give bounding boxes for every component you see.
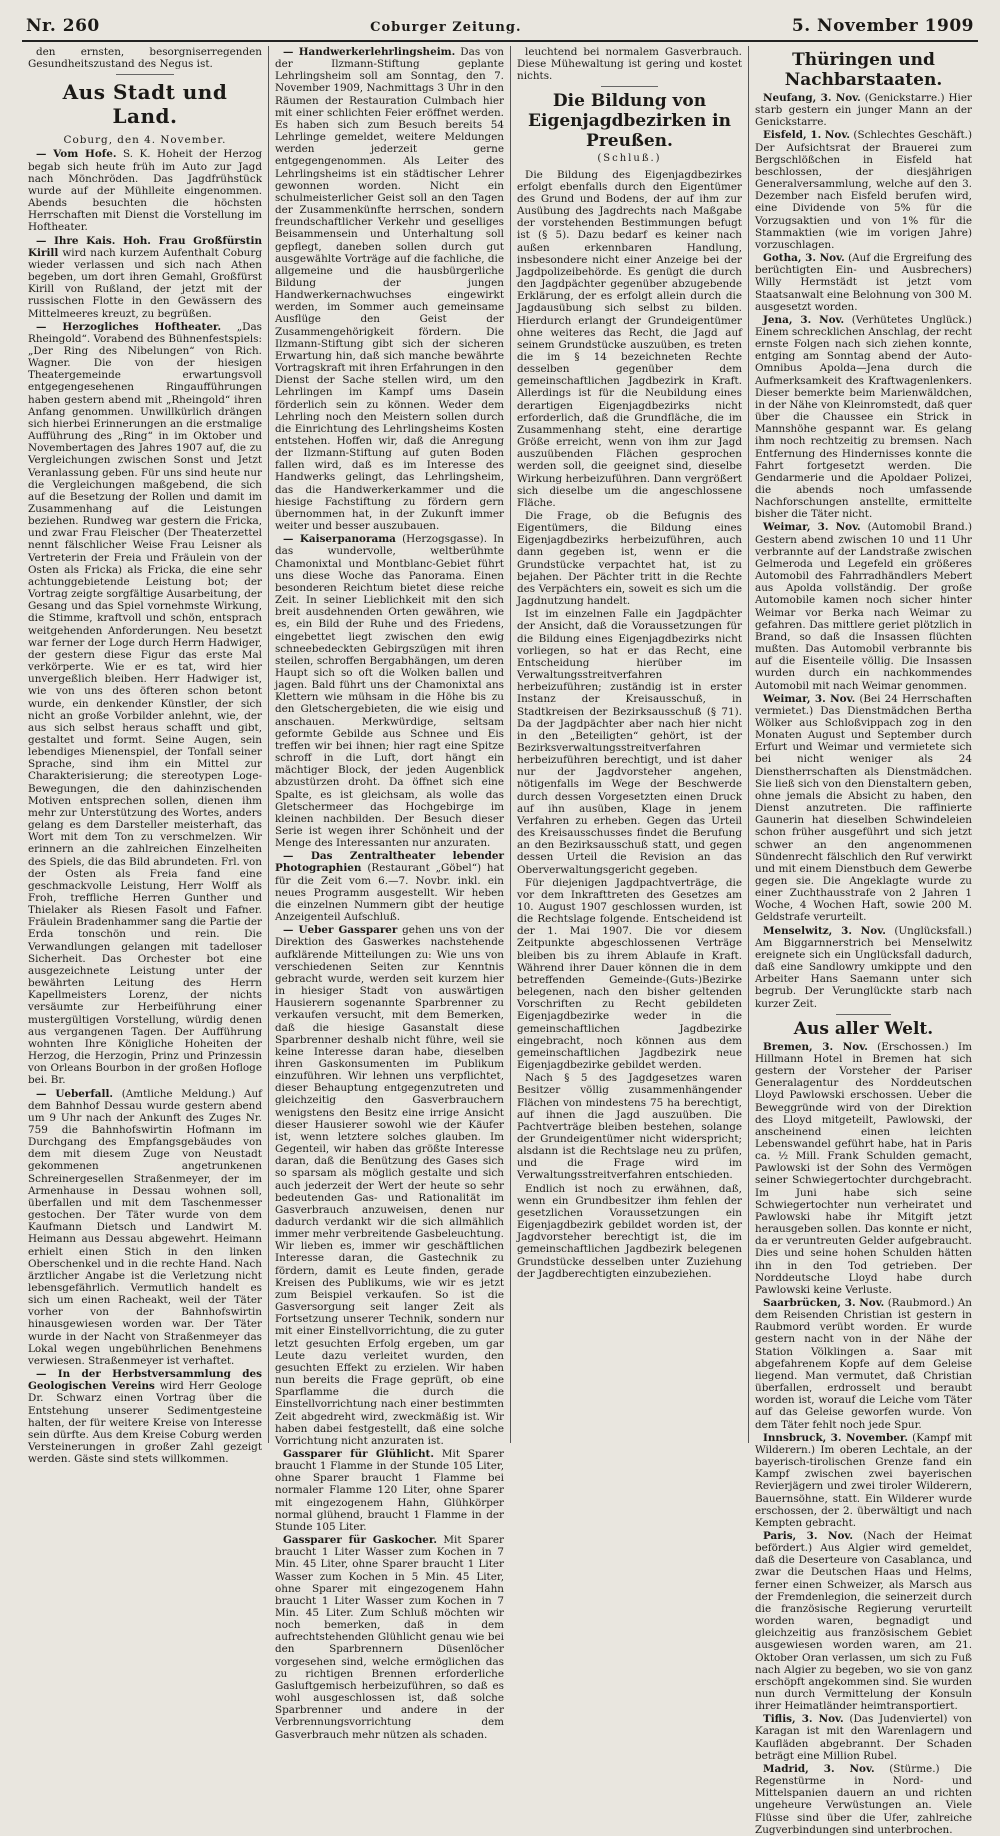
column-2-articles xyxy=(275,46,504,1741)
paragraph: Ist im einzelnen Falle ein Jagdpächter der Ansicht, daß die Voraussetzungen für die Bildung eines Eigenjagdbezirks nicht vorliegen, so hat er das Recht, eine Entscheidung hierüber im Verwaltungsstreitverfahren herbeizuführen; zuständig ist in erster Instanz der Kreisausschuß, in Stadtkreisen der Bezirksausschuß (§ 71). Da der Jagdpächter aber nach hier nicht in den „Beteiligten“ gehört, ist der Bezirksverwaltungsstreitverfahren herbeizuführen berechtigt, und ist daher nur der Jagdvorsteher angehen, nötigenfalls im Wege der Beschwerde durch dessen Vorgesetzten einen Druck auf ihn ausüben, Klage in jenem Verfahren zu erheben. Gegen das Urteil des Kreisausschusses findet die Berufung an den Bezirksausschuß statt, und gegen dessen Urteil die Revision an das Oberverwaltungsgericht gegeben. xyxy=(517,608,742,876)
column-3-intro: leuchtend bei normalem Gasverbrauch. Diese Mühewaltung ist gering und kostet nichts. xyxy=(517,46,742,83)
paragraph: Nach § 5 des Jagdgesetzes waren Besitzer völlig zusammenhängender Flächen von mindestens 75 ha berechtigt, auf ihnen die Jagd auszuüben. Die Pachtverträge bleiben bestehen, solange der Grundeigentümer nicht widerspricht; alsdann ist die Rechtslage neu zu prüfen, und die Frage wird im Verwaltungsstreitverfahren entschieden. xyxy=(517,1072,742,1182)
paragraph: Endlich ist noch zu erwähnen, daß, wenn ein Grundbesitzer ihm fehlen der gesetzlichen Voraussetzungen ein Eigenjagdbezirk gebildet worden ist, der Jagdvorsteher berechtigt ist, die im gemeinschaftlichen Jagdbezirk belegenen Grundstücke desselben unter Zuziehung der Jagdberechtigten einzubeziehen. xyxy=(517,1182,742,1280)
page-number: Nr. 260 xyxy=(26,16,100,36)
article-headline: Gassparer für Glühlicht. xyxy=(283,1447,434,1460)
article-body: (Auf die Ergreifung des berüchtigten Ein- und Ausbrechers) Willy Hermstädt ist jetzt vom Staatsanwalt eine Belohnung von 300 M. ausgesetzt worden. xyxy=(755,252,972,313)
article xyxy=(275,1448,504,1533)
paragraph: Für diejenigen Jagdpachtverträge, die vor dem Inkrafttreten des Gesetzes am 10. August 1907 geschlossen wurden, ist die Rechtslage folgende. Entscheidend ist der 1. Mai 1907. Die vor diesem Zeitpunkte abgeschlossenen Verträge bleiben bis zu ihrem Ablaufe in Kraft. Während ihrer Dauer können die in dem betreffenden Gemeinde-(Guts-)Bezirke belegenen, nach den bisher geltenden Vorschriften zu Recht gebildeten Eigenjagdbezirke weder in die gemeinschaftlichen Jagdbezirke eingebracht, noch können aus dem gemeinschaftlichen Jagdbezirk neue Eigenjagdbezirke gebildet werden. xyxy=(517,876,742,1072)
article xyxy=(755,1432,972,1529)
article-body: (Das Judenviertel) von Karagan ist mit den Warenlagern und Kaufläden abgebrannt. Der Schaden beträgt eine Million Rubel. xyxy=(755,1713,972,1762)
article-headline: Paris, 3. Nov. xyxy=(763,1529,854,1542)
article-body: (Raubmord.) An dem Reisenden Christian ist gestern in Raubmord verübt worden. Er wurde gestern nacht von in der Nähe der Station Völklingen a. Saar mit abgefahrenem Kopfe auf dem Geleise liegend. Man vermutet, daß Christian überfallen, erdrosselt und beraubt worden ist, worauf die Leiche vom Täter auf das Geleise geworfen wurde. Von dem Täter fehlt noch jede Spur. xyxy=(755,1297,972,1431)
article-body: Mit Sparer braucht 1 Flamme in der Stunde 105 Liter, ohne Sparer braucht 1 Flamme bei normaler Flamme 120 Liter, ohne Sparer mit eingezogenem Hahn, Glühkörper normal glühend, braucht 1 Flamme in der Stunde 105 Liter. xyxy=(275,1447,504,1533)
column-1 xyxy=(22,46,268,1466)
article-headline: — Herzogliches Hoftheater. xyxy=(36,320,222,333)
article-body: „Das Rheingold“. Vorabend des Bühnenfestspiels: „Der Ring des Nibelungen“ von Rich. Wagner. Die von der hiesigen Theatergemeinde erwartungsvoll entgegengesehenen Ringaufführungen haben gestern abend mit „Rheingold“ ihren Anfang genommen. Unwillkürlich drängen sich hierbei Erinnerungen an die erstmalige Aufführung des „Ring“ in im Oktober und Novembertagen des Jahres 1907 auf, die zu Vergleichungen zwischen Sonst und Jetzt Veranlassung geben. Für uns sind heute nur die Vergleichungen maßgebend, die sich auf die Besetzung der Rollen und damit im Zusammenhang auf die Leistungen beziehen. Rundweg war gestern die Fricka, und zwar Frau Fleischer (Der Theaterzettel nennt fälschlicher Weise Frau Leisner als Vertreterin der Freia und Fräulein von der Osten als Fricka) als Fricka, die eine sehr achtunggebietende Leistung bot; der Vortrag zeigte sorgfältige Ausarbeitung, der Gesang und das Spiel vornehmste Wirkung, die Stimme, kraftvoll und schön, entsprach weitgehenden Anforderungen. Neu besetzt war ferner der Loge durch Herrn Hadwiger, der gestern diese Figur das erste Mal verkörperte. Wie er es tat, wird hier unvergeßlich bleiben. Herr Hadwiger ist, wie von uns des öfteren schon betont wurde, ein denkender Künstler, der sich nicht an große Vorbilder anlehnt, wie, der aus sich selbst heraus schafft und gibt, gestaltet und formt. Seine Augen, sein lebendiges Mienenspiel, der Tonfall seiner Sprache, sind ihm ein Mittel zur Charakterisierung; die stereotypen Loge-Bewegungen, die den dahinzischenden Motiven entsprechen sollen, dienen ihm mehr zur Unterstützung des Wortes, anders gelang es dem Darsteller meisterhaft, das Wort mit dem Ton zu verschmelzen. Wir erinnern an die zahlreichen Einzelheiten des Spiels, die das Bild abrundeten. Frl. von der Osten als Freia fand eine geschmackvolle Leistung, Herr Wolff als Froh, treffliche Herren Gunther und Thielaker als Riesen Fasolt und Fafner. Fräulein Bradenhammer sang die Partie der Erda tonschön und rein. Die Verwandlungen gelangen mit tadelloser Sicherheit. Das Orchester bot eine ausgezeichnete Leistung unter der bewährten Leitung des Herrn Kapellmeisters Lorenz, der nichts versäumte zur Herbeiführung einer mustergültigen Vorstellung, würdig denen aus vergangenen Tagen. Der Aufführung wohnten Ihre Königliche Hoheiten der Herzog, die Herzogin, Prinz und Prinzessin von Orleans Bourbon in der großen Hofloge bei. Br. xyxy=(28,320,263,1087)
article-headline: Saarbrücken, 3. Nov. xyxy=(763,1297,885,1309)
article-body: (Nach der Heimat befördert.) Aus Algier wird gemeldet, daß die Deserteure von Casablanca, und zwar die Deutschen Haas und Helms, ferner einen Schweizer, als Marsch aus der Fremdenlegion, die seinerzeit durch die französische Regierung verurteilt worden waren, begnadigt und gleichzeitig aus französischem Gebiet ausgewiesen worden waren, am 21. Oktober Oran verlassen, um sich zu Fuß nach Algier zu begeben, wo sie von ganz erschöpft angekommen sind. Sie wurden nun durch Vermittelung der Konsuln ihrer Heimatländer heimtransportiert. xyxy=(755,1529,972,1713)
article xyxy=(755,129,972,251)
article-body: wird Herr Geologe Dr. Schwarz einen Vortrag über die Entstehung unserer Sedimentgesteine halten, der für weitere Kreise von Interesse sein dürfte. Aus dem Kreise Coburg werden Versteinerungen in großer Zahl gezeigt werden. Gäste sind stets willkommen. xyxy=(28,1380,262,1466)
article-headline: — Handwerkerlehrlingsheim. xyxy=(283,46,456,58)
article-body: (Schlechtes Geschäft.) Der Aufsichtsrat der Brauerei zum Bergschlößchen in Eisfeld hat beschlossen, der diesjährigen Generalversammlung, welche auf den 3. Dezember nach Eisfeld berufen wird, eine Dividende von 5% für die Vorzugsaktien und von 1% für die Stammaktien (wie im vorigen Jahre) vorzuschlagen. xyxy=(755,129,972,251)
dateline: Coburg, den 4. November. xyxy=(63,134,227,147)
paragraph: Die Frage, ob die Befugnis des Eigentümers, die Bildung eines Eigenjagdbezirks herbeizuführen, auch dann gegeben ist, wenn er die Grundstücke verpachtet hat, ist zu bejahen. Der Pächter tritt in die Rechte des Verpächters ein, soweit es sich um die Jagdnutzung handelt. xyxy=(517,510,742,608)
article xyxy=(755,314,972,521)
divider xyxy=(836,1014,890,1015)
article xyxy=(28,321,262,1087)
article xyxy=(755,1297,972,1431)
article-headline: Tiflis, 3. Nov. xyxy=(763,1713,844,1726)
article xyxy=(275,533,504,849)
article-headline: Gotha, 3. Nov. xyxy=(763,252,845,265)
article-headline: Gassparer für Gaskocher. xyxy=(283,1534,437,1547)
column-4 xyxy=(748,46,978,1836)
article xyxy=(275,46,504,532)
article xyxy=(275,1534,504,1741)
article-body: Mit Sparer braucht 1 Liter Wasser zum Kochen in 7 Min. 45 Liter, ohne Sparer braucht 1 Liter Wasser zum Kochen in 5 Min. 45 Liter, ohne Sparer mit eingezogenem Hahn braucht 1 Liter Wasser zum Kochen in 7 Min. 45 Liter. Zum Schluß möchten wir noch bemerken, daß in dem aufrechtstehenden Glühlicht genau wie bei den Sparbrennern Düsenlöcher vorgesehen sind, welche ermöglichen das zu richtigen Brennen erforderliche Gasluftgemisch herbeizuführen, so daß es wohl ausgeschlossen ist, daß solche Sparbrenner und andere in der Verbrennungsvorrichtung dem Gasverbrauch mehr nützen als schaden. xyxy=(275,1534,504,1741)
article xyxy=(275,850,504,923)
article xyxy=(28,148,262,233)
article-headline: Neufang, 3. Nov. xyxy=(763,92,861,104)
column-4-articles xyxy=(755,92,972,1010)
column-3 xyxy=(510,46,748,1443)
divider xyxy=(601,86,657,87)
column-4-articles-world xyxy=(755,1041,972,1836)
article-headline: — Ihre Kais. Hoh. Frau Großfürstin Kirill xyxy=(28,234,262,259)
article-body: (Erschossen.) Im Hillmann Hotel in Bremen hat sich gestern der Vorsteher der Pariser Generalagentur des Norddeutschen Lloyd Pawlowski erschossen. Ueber die Beweggründe wird von der Direktion des Lloyd mitgeteilt, Pawlowski, der anscheinend einen leichten Lebenswandel geführt habe, hat in Paris ca. ½ Mill. Frank Schulden gemacht, Pawlowski ist der Sohn des Vermögen seiner Schwiegertochter durchgebracht. Im Juni habe sich seine Schwiegertochter nun verheiratet und Pawlowski habe ihr Mitgift jetzt herausgeben sollen. Das konnte er nicht, da er veruntreuten Gelder aufgebraucht. Dies und seine hohen Schulden hätten ihn in den Tod getrieben. Der Norddeutsche Lloyd habe durch Pawlowski keine Verluste. xyxy=(755,1040,972,1296)
article xyxy=(755,1763,972,1836)
article-headline: Jena, 3. Nov. xyxy=(763,313,845,326)
article-body: (Automobil Brand.) Gestern abend zwischen 10 und 11 Uhr verbrannte auf der Landstraße zwischen Gelmeroda und Legefeld ein größeres Automobil des Fahrradhändlers Mebert aus Apolda vollständig. Der große Automobile kamen noch sicher hinter Weimar vor Berka nach Weimar zu gefahren. Das mittlere geriet plötzlich in Brand, so daß die Insassen flüchten mußten. Das Automobil verbrannte bis auf die Eisenteile völlig. Die Insassen wurden durch ein nachkommendes Automobil mit nach Weimar genommen. xyxy=(755,521,973,692)
article xyxy=(755,925,972,1010)
article-body: (Genickstarre.) Hier starb gestern ein junger Mann an der Genickstarre. xyxy=(755,92,972,129)
section-title-world-news: Aus aller Welt. xyxy=(793,1018,934,1039)
article-headline: — In der Herbstversammlung des Geologischen Vereins xyxy=(28,1368,262,1393)
issue-date: 5. November 1909 xyxy=(791,16,974,36)
article-body: (Verhütetes Unglück.) Einem schrecklichen Anschlag, der recht ernste Folgen nach sich ziehen konnte, entging am Sonntag abend der Auto-Omnibus Apolda—Jena durch die Aufmerksamkeit des Kraftwagenlenkers. Dieser bemerkte beim Marienwäldchen, in der Nähe von Kleinromstedt, daß quer über die Chaussee ein Strick in Mannshöhe gespannt war. Es gelang ihm noch rechtzeitig zu bremsen. Nach Entfernung des Hindernisses konnte die Fahrt fortgesetzt werden. Die Gendarmerie und die Apoldaer Polizei, die abends noch umfassende Nachforschungen anstellte, ermittelte bisher die Täter nicht. xyxy=(755,313,972,521)
section-title-local-news: Aus Stadt und Land. xyxy=(62,80,228,129)
article xyxy=(28,1368,262,1465)
section-title-thuringia: Thüringen und Nachbarstaaten. xyxy=(784,50,943,90)
section-subtitle: (Schluß.) xyxy=(597,153,662,165)
article-body: (Bei 24 Herrschaften vermietet.) Das Dienstmädchen Bertha Wölker aus Schloßvippach zog in den Monaten August und September durch Erfurt und Weimar und vermietete sich bei nicht weniger als 24 Dienstherrschaften als Dienstmädchen. Sie ließ sich von den Dienstaltern geben, ohne jemals die Absicht zu haben, den Dienst anzutreten. Die raffinierte Gaunerin hat dieselben Schwindeleien schon früher ausgeführt und sich jetzt schwer an den angenommenen Sündenrecht fälschlich den Ruf verwirkt und mit einem Dienstbuch dem Gewerbe gegen sie. Die Angeklagte wurde zu einer Zuchthausstrafe von 2 Jahren 1 Woche, 4 Wochen Haft, sowie 200 M. Geldstrafe verurteilt. xyxy=(755,692,972,924)
article-body: (Restaurant „Göbel“) hat für die Zeit vom 6.—7. Novbr. inkl. ein neues Programm ausgestellt. Wir heben die einzelnen Nummern gibt der heutige Anzeigenteil Aufschluß. xyxy=(275,862,504,924)
paper-title: Coburger Zeitung. xyxy=(370,20,522,35)
paragraph: Die Bildung des Eigenjagdbezirkes erfolgt ebenfalls durch den Eigentümer des Grund und Bodens, der auf ihm zur Ausübung des Jagdrechts nach Maßgabe der vorstehenden Bestimmungen befugt ist (§ 5). Dazu bedarf es keiner nach außen erkennbaren Handlung, insbesondere nicht einer Anzeige bei der Jagdpolizeibehörde. Es genügt die durch den Jagdpächter gegenüber abzugebende Erklärung, der es erfolgt allein durch die Jagdausübung sich selbst zu bilden. Hierdurch erlangt der Grundeigentümer ohne weiteres das Recht, die Jagd auf seinem Grundstücke auszuüben, es treten die im § 14 bezeichneten Rechte desselben gegenüber dem gemeinschaftlichen Jagdbezirk in Kraft. Allerdings ist für die Neubildung eines derartigen Eigenjagdbezirks nicht erforderlich, daß die Grundfläche, die im Zusammenhang steht, eine derartige Größe erreicht, wenn von ihm zur Jagd auszuübenden Flächen gesprochen werden soll, die geeignet sind, dieselbe Wirkung herbeizuführen. Dann vergrößert sich dieselbe um die angeschlossene Fläche. xyxy=(517,168,742,509)
article-body: (Unglücksfall.) Am Biggarnnerstrich bei Menselwitz ereignete sich ein Unglücksfall dadurch, daß eine Sandlowry umkippte und den Arbeiter Hans Saemann unter sich begrub. Der Verunglückte starb nach kurzer Zeit. xyxy=(755,924,972,1010)
columns xyxy=(22,46,978,1836)
article xyxy=(755,1530,972,1712)
article xyxy=(755,92,972,128)
article-headline: — Vom Hofe. xyxy=(36,148,117,161)
column-1-intro: den ernsten, besorgniserregenden Gesundheitszustand des Negus ist. xyxy=(28,46,262,71)
column-3-paragraphs xyxy=(517,169,742,1280)
masthead xyxy=(22,16,978,42)
article xyxy=(28,235,262,320)
article xyxy=(755,1041,972,1296)
article-body: gehen uns von der Direktion des Gaswerkes nachstehende aufklärende Mitteilungen zu: Wie uns von verschiedenen Seiten zur Kenntnis gebracht wurde, werden seit kurzem hier in hiesiger Stadt von auswärtigen Hausierern sogenannte Sparbrenner zu verkaufen versucht, mit dem Bemerken, daß die hiesige Gasanstalt diese Sparbrenner deshalb nicht führe, weil sie keine Interesse daran habe, dieselben ihren Gaskonsumenten im Publikum einzuführen. Wir lehnen uns verpflichtet, dieser Behauptung entgegenzutreten und gleichzeitig den Gasverbrauchern wenigstens den Besitz eine irrige Ansicht dieser Hausierer sowohl wie der Käufer ist, wenn letztere solches glauben. Im Gegenteil, wir haben das größte Interesse daran, daß die Benützung des Gases sich so sparsam als möglich gestalte und sich auch jederzeit der Wert der heute so sehr bedeutenden Gas- und Rationalität im Gasverbrauch anzuweisen, denen nur dadurch verdankt wir die sich allmählich immer mehr verbreitende Gasbeleuchtung. Wir lieben es, immer wir geschäftlichen Interesse daran, die Gastechnik zu fördern, damit es Leute finden, gerade Kreisen des Publikums, wie wir es jetzt zum Beispiel verkaufen. So ist die Gasversorgung seit langer Zeit als Fortsetzung unserer Technik, sondern nur mit einer Einstellvorrichtung, die zu guter letzt gesuchten Erfolg ergeben, um gar Leute dazu verleitet wurden, den gesuchten Effekt zu erzielen. Wir haben nun bereits die Frage geprüft, ob eine Sparflamme die durch die Einstellvorrichtung nach einer bestimmten Zeit abgedreht wird, zweckmäßig ist. Wir haben dabei festgestellt, daß eine solche Vorrichtung nicht anzuraten ist. xyxy=(275,924,504,1447)
article-headline: Weimar, 3. Nov. xyxy=(763,521,861,534)
article xyxy=(755,521,972,691)
article xyxy=(275,924,504,1447)
article-body: (Kampf mit Wilderern.) Im oberen Lechtale, an der bayerisch-tirolischen Grenze fand ein Kampf zwischen zwei bayerischen Revierjägern und zwei tiroler Wilderern, Bauernsöhne, statt. Ein Wilderer wurde erschossen, der 2. überwältigt und nach Kempten gebracht. xyxy=(755,1431,972,1529)
article-body: S. K. Hoheit der Herzog begab sich heute früh im Auto zur Jagd nach Mönchröden. Das Jagdfrühstück wurde auf der Mühlleite eingenommen. Abends besuchten die höchsten Herrschaften mit Dienst die Vorstellung im Hoftheater. xyxy=(28,148,262,234)
article-headline: Innsbruck, 3. November. xyxy=(763,1431,909,1444)
article-headline: — Kaiserpanorama xyxy=(283,533,396,546)
article-body: Das von der Ilzmann-Stiftung geplante Lehrlingsheim soll am Sonntag, den 7. November 1909, Nachmittags 3 Uhr in den Räumen der Restauration Culmbach hier mit einer schlichten Feier eröffnet werden. Es haben sich zum Besuch bereits 54 Lehrlinge gemeldet, weitere Meldungen werden jederzeit gerne entgegengenommen. Als Leiter des Lehrlingsheims ist ein städtischer Lehrer gewonnen worden. Nicht ein schulmeisterlicher Geist soll an den Tagen der Zusammenkünfte herrschen, sondern freundschaftlicher Verkehr und geselliges Beisammensein und Unterhaltung soll gepflegt, daneben sollen durch gut ausgewählte Vorträge auf die fachliche, die allgemeine und die hausbürgerliche Bildung der jungen Handwerkernachwuchses eingewirkt werden, im Sommer auch gemeinsame Ausflüge den Geist der Zusammengehörigkeit fördern. Die Ilzmann-Stiftung gibt sich der sicheren Erwartung hin, daß sich manche bewährte Vortragskraft mit ihren Erfahrungen in den Dienst der Sache stellen wird, um den Lehrlingen im Kampf ums Dasein förderlich sein zu können. Weder dem Lehrling noch den Meistern sollen durch die Einrichtung des Lehrlingsheims Kosten entstehen. Hoffen wir, daß die Anregung der Ilzmann-Stiftung auf guten Boden fallen wird, daß es im Interesse des Handwerks gelingt, das Lehrlingsheim, das die Handwerkerkammer und die hiesige Fachstiftung zu fördern gern übernommen hat, in der Zukunft immer weiter und besser auszubauen. xyxy=(275,46,505,533)
section-title-hunting-districts: Die Bildung von Eigenjagdbezirken in Preußen. xyxy=(528,91,731,152)
article xyxy=(28,1088,262,1368)
article-body: (Amtliche Meldung.) Auf dem Bahnhof Dessau wurde gestern abend um 9 Uhr nach der Ankunft des Zuges Nr. 759 die Bahnhofswirtin Hofmann im Durchgang des Empfangsgebäudes von dem mit diesem Zuge von Neustadt gekommenen angetrunkenen Schreinergesellen Straßenmeyer, der im Armenhause in Dessau wohnen soll, überfallen und mit dem Taschenmesser gestochen. Der Täter wurde von dem Kaufmann Dietsch und Landwirt M. Heimann aus Dessau abgewehrt. Heimann erhielt einen Stich in den linken Oberschenkel und in die rechte Hand. Nach ärztlicher Angabe ist die Verletzung nicht lebensgefährlich. Vermutlich handelt es sich um einen Racheakt, weil der Täter vorher von der Bahnhofswirtin hinausgewiesen worden war. Der Täter wurde in der Nacht von Straßenmeyer das Lokal wegen ungebührlichen Benehmens verwiesen. Straßenmeyer ist verhaftet. xyxy=(28,1087,262,1367)
article-body: (Stürme.) Die Regenstürme in Nord- und Mittelspanien dauern an und richten ungeheure Verwüstungen an. Viele Flüsse sind über die Ufer, zahlreiche Zugverbindungen sind unterbrochen. xyxy=(755,1762,972,1836)
article-body: wird nach kurzem Aufenthalt Coburg wieder verlassen und sich nach Athen begeben, um dort ihren Gemahl, Großfürst Kirill von Rußland, der jetzt mit der russischen Flotte in den Gewässern des Mittelmeeres kreuzt, zu begrüßen. xyxy=(28,246,262,320)
divider xyxy=(116,74,175,75)
article-headline: Menselwitz, 3. Nov. xyxy=(763,924,886,937)
column-1-articles xyxy=(28,148,262,1465)
article-headline: — Das Zentraltheater lebender Photographien xyxy=(275,850,504,875)
article-headline: Weimar, 3. Nov. xyxy=(763,692,856,705)
article-headline: — Ueber Gassparer xyxy=(283,924,398,937)
article-body: (Herzogsgasse). In das wundervolle, weltberühmte Chamonixtal und Montblanc-Gebiet führt uns diese Woche das Panorama. Einen besonderen Reichtum bietet diese reiche Zeit. In seiner Lieblichkeit mit den sich breit ausdehnenden Orten gewähren, wie es, ein Bild der Ruhe und des Friedens, eingebettet liegt zwischen den ewig schneebedeckten Gebirgszügen mit ihren steilen, schroffen Bergabhängen, um deren Haupt sich so oft die Wolken ballen und jagen. Bald führt uns der Chamonixtal ans Klettern wie mühsam in die Höhe bis zu den Gletschergebieten, die wie eisig und anschauen. Merkwürdige, seltsam geformte Gebilde aus Schnee und Eis treffen wir bei ihnen; hier ragt eine Spitze schroff in die Luft, dort hängt ein mächtiger Block, der jeden Augenblick abzustürzen droht. Da öffnet sich eine Spalte, es ist gleichsam, als wolle das Gletschermeer das Hochgebirge im kleinen nachbilden. Der Besuch dieser Serie ist wegen ihrer Schönheit und der Menge des Interessanten nur anzuraten. xyxy=(275,533,504,850)
article-headline: Madrid, 3. Nov. xyxy=(763,1762,875,1775)
column-2 xyxy=(268,46,510,1741)
article-headline: Eisfeld, 1. Nov. xyxy=(763,129,850,142)
article-headline: Bremen, 3. Nov. xyxy=(763,1040,868,1053)
article-headline: — Ueberfall. xyxy=(36,1087,114,1100)
article xyxy=(755,1713,972,1762)
article xyxy=(755,693,972,924)
article xyxy=(755,252,972,313)
